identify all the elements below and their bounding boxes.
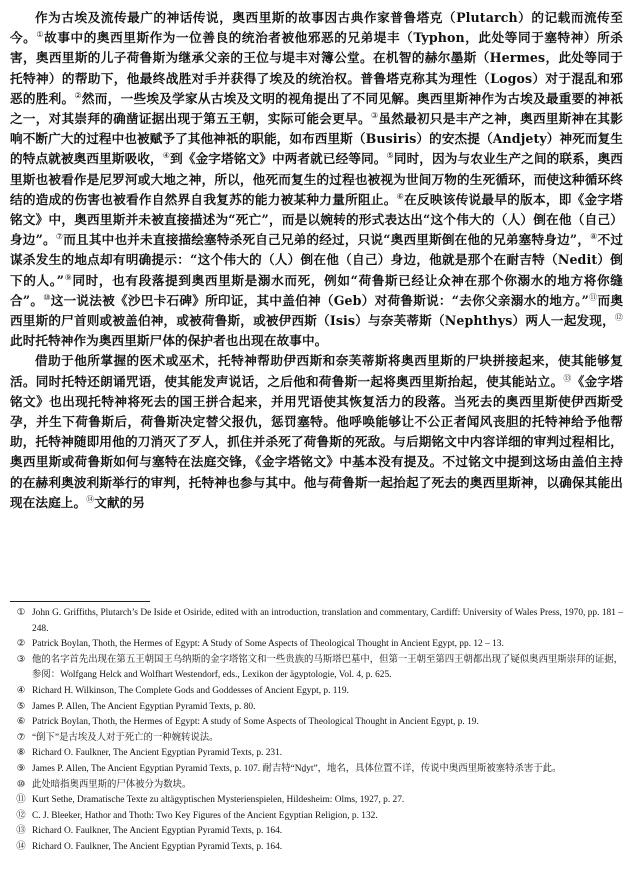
body-text bbox=[10, 8, 623, 513]
footnote-ref: ⑥ bbox=[396, 191, 405, 201]
footnote-text: Richard O. Faulkner, The Ancient Egyptian Pyramid Texts, p. 164. bbox=[32, 841, 283, 852]
footnote-marker: ⑤ bbox=[16, 701, 26, 712]
footnote-marker: ② bbox=[16, 639, 26, 650]
footnote-marker: ⑬ bbox=[16, 826, 26, 837]
footnote-ref: ④ bbox=[162, 151, 171, 161]
footnote-marker: ⑪ bbox=[16, 795, 26, 806]
footnote-text: John G. Griffiths, Plutarch’s De Iside et Osiride, edited with an introduction, translation and commentary, Cardiff: University of Wales Press, 1970, pp. 181 – 248. bbox=[32, 608, 623, 634]
footnote-6 bbox=[10, 715, 623, 731]
footnote-text: James P. Allen, The Ancient Egyptian Pyramid Texts, p. 107. 耐吉特“Nḏyt”，地名，具体位置不详，传说中奥西里斯被塞特杀害于此。 bbox=[32, 763, 562, 774]
footnote-ref: ⑤ bbox=[386, 151, 394, 161]
footnote-text: James P. Allen, The Ancient Egyptian Pyramid Texts, p. 80. bbox=[32, 701, 256, 712]
footnotes bbox=[10, 606, 623, 856]
footnote-13 bbox=[10, 824, 623, 840]
footnote-ref: ⑬ bbox=[563, 373, 572, 383]
footnote-text: Kurt Sethe, Dramatische Texte zu altägyptischen Mysterienspielen, Hildesheim: Olms, 1927, p. 27. bbox=[32, 795, 405, 806]
footnote-10 bbox=[10, 778, 623, 794]
paragraph-1 bbox=[10, 8, 623, 351]
footnote-text: Patrick Boylan, Thoth, the Hermes of Egypt: A study of Some Aspects of Theological Thought in Ancient Egypt, p. 19. bbox=[32, 717, 479, 728]
footnote-text: Richard H. Wilkinson, The Complete Gods and Goddesses of Ancient Egypt, p. 119. bbox=[32, 685, 349, 696]
text-run: 然而，一些埃及学家从古埃及文明的视角提出了不同见解。奥西里斯神作为古埃及最重要的神祇之一，对其崇拜的确凿证据出现于第五王朝，实际可能会更早。 bbox=[10, 90, 624, 127]
text-run: 《金字塔铭文》也出现托特神将死去的国王拼合起来，并用咒语使其恢复活力的段落。当死去的奥西里斯使伊西斯受孕，并生下荷鲁斯后，荷鲁斯决定替父报仇，惩罚塞特。他呼唤能够让不公正者闻风丧胆的托特神给予他帮助，托特神随即用他的刀消灭了歹人，抓住并杀死了荷鲁斯的死敌。与后期铭文中内容详细的审判过程相比，奥西里斯或荷鲁斯如何与塞特在法庭交锋，《金字塔铭文》中基本没有提及。不过铭文中提到这场由盖伯主持的在赫利奥波利斯举行的审判，托特神也参与其中。他与荷鲁斯一起抬起了死去的奥西里斯神，以确保其能出现在法庭上。 bbox=[10, 373, 623, 510]
footnote-text: Patrick Boylan, Thoth, the Hermes of Egypt: A Study of Some Aspects of Theological Thought in Ancient Egypt, pp. 12 – 13. bbox=[32, 639, 504, 650]
footnote-ref: ⑫ bbox=[614, 313, 623, 323]
footnote-marker: ⑩ bbox=[16, 779, 26, 790]
text-run: 在反映该传说最早的版本，即《金字塔铭文》中，奥西里斯并未被直接描述为“死亡”，而是以婉转的形式表达出“这个伟大的（人）倒在他（自己）身边”。 bbox=[10, 191, 624, 248]
text-run: 故事中的奥西里斯作为一位善良的统治者被他邪恶的兄弟堤丰（Typhon，此处等同于塞特神）所杀害，奥西里斯的儿子荷鲁斯为继承父亲的王位与堤丰对簿公堂。在机智的赫尔墨斯（Hermes，此处等同于托特神）的帮助下，他最终战胜对手并获得了埃及的统治权。普鲁塔克称其为理性（Logos）对于混乱和邪恶的胜利。 bbox=[10, 30, 623, 106]
footnote-14 bbox=[10, 840, 623, 856]
text-run: 同时，也有段落提到奥西里斯是溺水而死，例如“荷鲁斯已经让众神在那个你溺水的地方将你缝合”。 bbox=[10, 272, 623, 308]
footnote-11 bbox=[10, 793, 623, 809]
footnote-ref: ⑨ bbox=[64, 272, 73, 282]
text-run: 而且其中也并未直接描绘塞特杀死自己兄弟的经过，只说“奥西里斯倒在他的兄弟塞特身边”， bbox=[63, 232, 591, 248]
footnote-marker: ⑦ bbox=[16, 732, 26, 743]
footnote-8 bbox=[10, 746, 623, 762]
footnote-12 bbox=[10, 809, 623, 825]
footnote-2 bbox=[10, 637, 623, 653]
footnote-text: 此处暗指奥西里斯的尸体被分为数块。 bbox=[32, 779, 192, 790]
footnote-ref: ⑧ bbox=[590, 232, 598, 242]
footnote-ref: ② bbox=[74, 90, 82, 100]
text-run: 到《金字塔铭文》中两者就已经等同。 bbox=[170, 151, 387, 167]
footnote-ref: ⑩ bbox=[43, 292, 51, 302]
footnote-text: “倒下”是古埃及人对于死亡的一种婉转说法。 bbox=[32, 732, 219, 743]
footnote-marker: ⑥ bbox=[16, 717, 26, 728]
footnote-3 bbox=[10, 653, 623, 684]
text-run: 同时，因为与农业生产之间的联系，奥西里斯也被看作是尼罗河或大地之神，所以，他死而复生的过程也被视为世间万物的生死循环，而使这种循环终结的造成的伤害也被看作自然界自我复苏的能力被某种力量所阻止。 bbox=[10, 151, 623, 207]
footnote-marker: ⑭ bbox=[16, 841, 26, 852]
footnote-text: 他的名字首先出现在第五王朝国王乌纳斯的金字塔铭文和一些贵族的马斯塔巴墓中，但第一王朝至第四王朝都出现了疑似奥西里斯崇拜的证据，参阅：Wolfgang Helck and Wolfhart Westendorf, eds., Lexikon der ägyptologie, Vol. 4, p. 625. bbox=[32, 654, 623, 681]
text-run: 而奥西里斯的尸首则或被盖伯神，或被荷鲁斯，或被伊西斯（Isis）与奈芙蒂斯（Nephthys）两人一起发现， bbox=[10, 292, 624, 329]
footnote-5 bbox=[10, 700, 623, 716]
text-run: 作为古埃及流传最广的神话传说，奥西里斯的故事因古典作家普鲁塔克（Plutarch）的记载而流传至今。 bbox=[10, 10, 623, 46]
text-run: 借助于他所掌握的医术或巫术，托特神帮助伊西斯和奈芙蒂斯将奥西里斯的尸块拼接起来，使其能够复活。同时托特还朗诵咒语，使其能发声说话，之后他和荷鲁斯一起将奥西里斯抬起，使其能站立。 bbox=[10, 353, 623, 389]
footnote-marker: ③ bbox=[16, 654, 26, 665]
text-run: 不过谋杀发生的地点却有明确提示：“这个伟大的（人）倒在他（自己）身边，他就是那个在耐吉特（Nedit）倒下的人。” bbox=[10, 232, 624, 288]
text-run: 此时托特神作为奥西里斯尸体的保护者也出现在故事中。 bbox=[10, 333, 328, 349]
footnote-text: C. J. Bleeker, Hathor and Thoth: Two Key Figures of the Ancient Egyptian Religion, p. 132. bbox=[32, 810, 378, 821]
footnote-marker: ① bbox=[16, 608, 26, 618]
text-run: 这一说法被《沙巴卡石碑》所印证，其中盖伯神（Geb）对荷鲁斯说：“去你父亲溺水的地方。” bbox=[50, 292, 589, 308]
footnote-marker: ④ bbox=[16, 685, 26, 696]
footnote-marker: ⑧ bbox=[16, 748, 26, 759]
paragraph-2 bbox=[10, 351, 623, 513]
footnote-divider bbox=[10, 601, 150, 602]
text-run: 文献的另 bbox=[94, 494, 146, 510]
footnote-text: Richard O. Faulkner, The Ancient Egyptian Pyramid Texts, p. 231. bbox=[32, 748, 283, 759]
footnote-1 bbox=[10, 606, 623, 637]
footnote-marker: ⑫ bbox=[16, 810, 26, 821]
footnote-4 bbox=[10, 684, 623, 700]
footnote-ref: ⑭ bbox=[86, 494, 95, 504]
footnote-ref: ① bbox=[36, 30, 45, 40]
text-run: 虽然最初只是丰产之神，奥西里斯神在其影响不断广大的过程中也被赋予了其他神祇的职能，如布西里斯（Busiris）的安杰提（Andjety）神死而复生的特点就被奥西里斯吸收， bbox=[10, 111, 623, 167]
footnote-ref: ⑪ bbox=[589, 292, 598, 302]
footnote-marker: ⑨ bbox=[16, 763, 26, 774]
footnote-ref: ⑦ bbox=[55, 232, 64, 242]
footnote-ref: ③ bbox=[370, 111, 379, 121]
footnote-9 bbox=[10, 762, 623, 778]
footnote-7 bbox=[10, 731, 623, 747]
footnote-text: Richard O. Faulkner, The Ancient Egyptian Pyramid Texts, p. 164. bbox=[32, 826, 283, 837]
